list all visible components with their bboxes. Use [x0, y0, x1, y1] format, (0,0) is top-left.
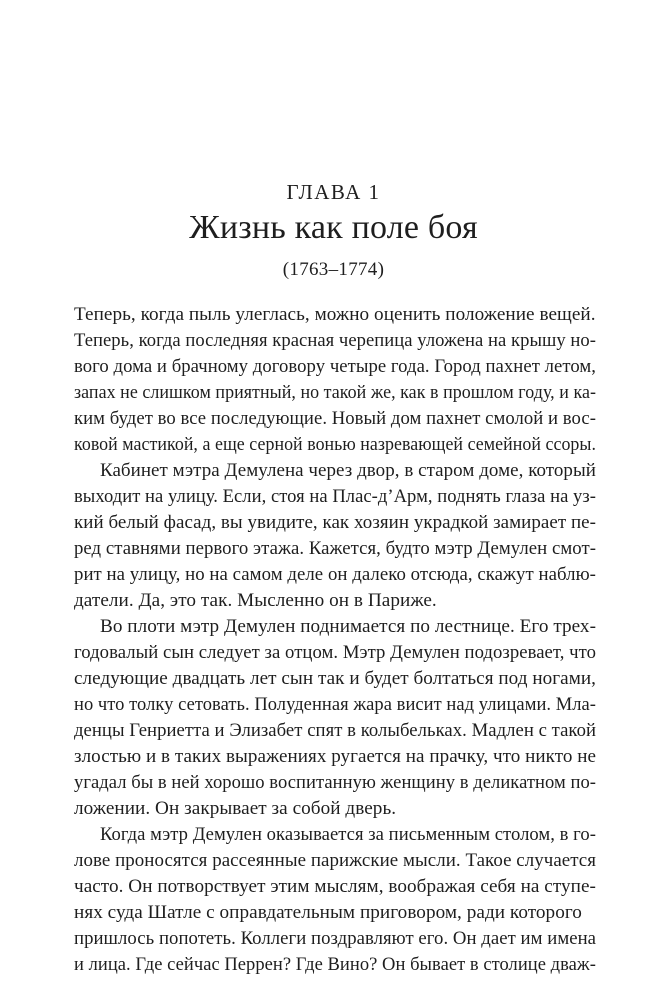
text-line: следующие двадцать лет сын так и будет болтаться под ногами,: [74, 668, 597, 689]
text-line: датели. Да, это так. Мысленно он в Париже.: [74, 590, 437, 611]
text-line: злостью и в таких выражениях ругается на прачку, что никто не: [74, 746, 597, 767]
text-line: кий белый фасад, вы увидите, как хозяин украдкой замирает пе-: [74, 512, 597, 533]
text-line: ковой мастикой, а еще серной вонью назревающей семейной ссоры.: [74, 434, 597, 455]
text-line: Кабинет мэтра Демулена через двор, в старом доме, который: [100, 460, 596, 481]
text-line: годовалый сын следует за отцом. Мэтр Демулен подозревает, что: [74, 642, 596, 663]
text-line: рит на улицу, но на самом деле он далеко отсюда, скажут наблю-: [74, 564, 596, 585]
text-line: выходит на улицу. Если, стоя на Плас-д’Арм, поднять глаза на уз-: [74, 486, 597, 507]
text-line: и лица. Где сейчас Перрен? Где Вино? Он бывает в столице дваж-: [74, 954, 596, 975]
text-line: но что толку сетовать. Полуденная жара висит над улицами. Мла-: [74, 694, 597, 715]
text-line: угадал бы в ней хорошо воспитанную женщину в деликатном по-: [74, 772, 597, 793]
chapter-title: Жизнь как поле боя: [189, 209, 478, 246]
text-line: лове проносятся рассеянные парижские мысли. Такое случается: [74, 850, 596, 871]
text-line: часто. Он потворствует этим мыслям, воображая себя на ступе-: [74, 876, 596, 897]
text-line: ким будет во все последующие. Новый дом пахнет смолой и вос-: [74, 408, 597, 429]
text-line: ложении. Он закрывает за собой дверь.: [74, 798, 397, 819]
text-line: Теперь, когда пыль улеглась, можно оценить положение вещей.: [74, 304, 596, 325]
text-line: Когда мэтр Демулен оказывается за письменным столом, в го-: [100, 824, 596, 845]
text-line: ред ставнями первого этажа. Кажется, будто мэтр Демулен смот-: [74, 538, 597, 559]
text-line: денцы Генриетта и Элизабет спят в колыбельках. Мадлен с такой: [74, 720, 597, 741]
text-line: нях суда Шатле с оправдательным приговором, ради которого: [74, 902, 582, 923]
chapter-dates: (1763–1774): [282, 259, 385, 280]
text-line: Теперь, когда последняя красная черепица уложена на крышу но-: [74, 330, 597, 351]
chapter-label: ГЛАВА 1: [286, 180, 381, 204]
text-line: пришлось попотеть. Коллеги поздравляют его. Он дает им имена: [74, 928, 597, 949]
text-line: Во плоти мэтр Демулен поднимается по лестнице. Его трех-: [100, 616, 597, 637]
text-line: запах не слишком приятный, но такой же, как в прошлом году, и ка-: [74, 382, 596, 403]
text-line: вого дома и брачному договору четыре года. Город пахнет летом,: [74, 356, 596, 377]
